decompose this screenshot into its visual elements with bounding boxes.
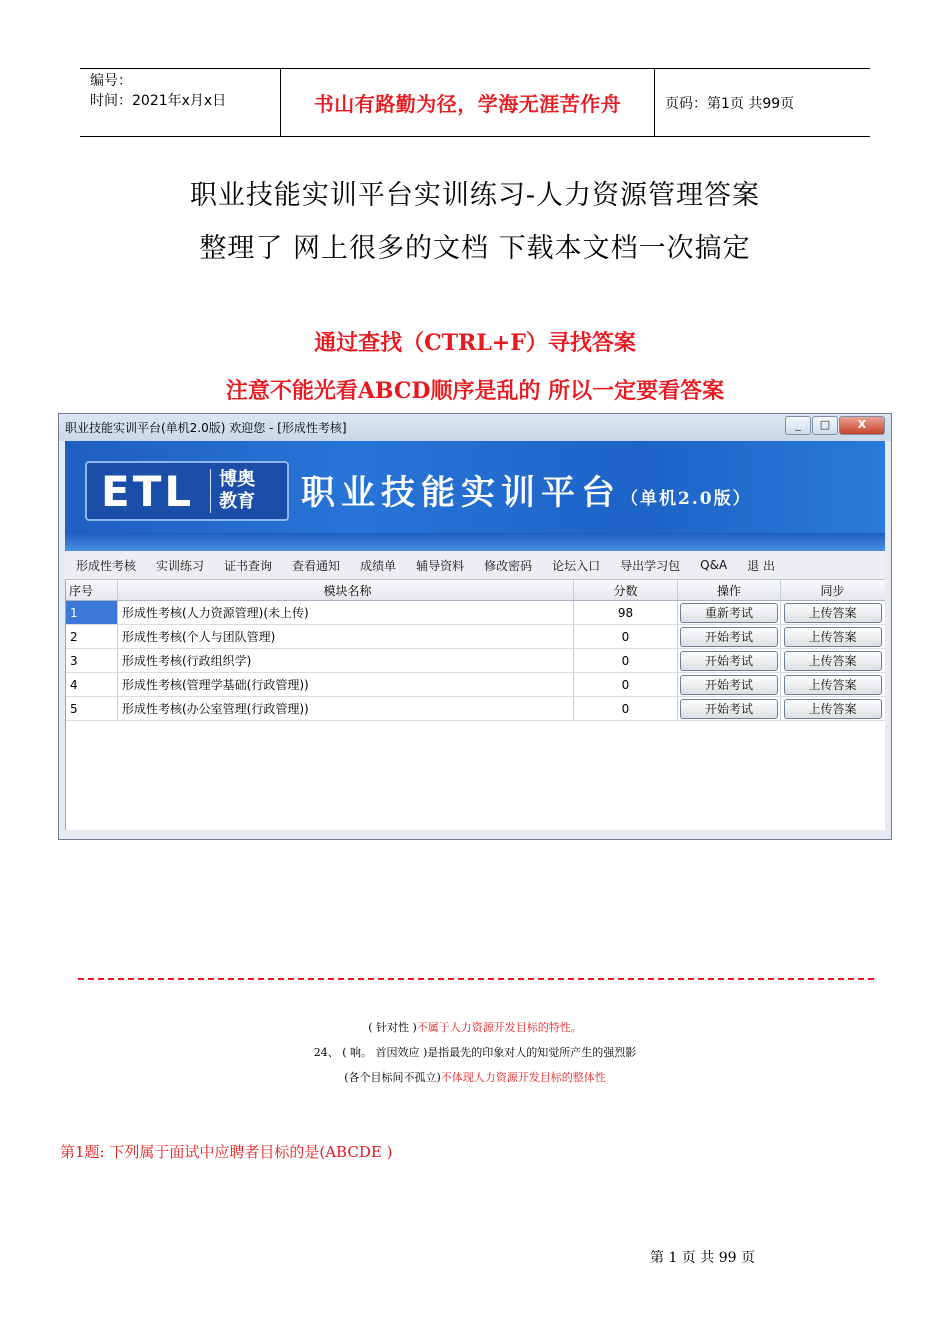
- logo-sub-line1: 博奥: [219, 469, 256, 490]
- time-label: 时间：2021年x月x日: [90, 93, 227, 109]
- menu-formative-assessment[interactable]: 形成性考核: [76, 558, 137, 573]
- snippet-1-answer: ( 针对性 ): [368, 1021, 417, 1034]
- table-row[interactable]: [66, 697, 885, 721]
- menu-certificate-query[interactable]: 证书查询: [224, 558, 273, 573]
- row-seq: 2: [66, 625, 118, 648]
- header-sync: 同步: [820, 583, 845, 598]
- menu-tutoring-materials[interactable]: 辅导资料: [416, 558, 465, 573]
- header-seq: 序号: [66, 580, 118, 600]
- header-page-info: 页码：第1页 共99页: [665, 95, 795, 112]
- header-name: 模块名称: [118, 580, 574, 600]
- question-1: 第1题: 下列属于面试中应聘者目标的是(ABCDE ): [60, 1143, 393, 1161]
- row-seq: 5: [66, 697, 118, 720]
- page-footer: 第 1 页 共 99 页: [650, 1250, 755, 1266]
- table-row[interactable]: [66, 673, 885, 697]
- menu-view-notices[interactable]: 查看通知: [292, 558, 341, 573]
- upload-answers-button[interactable]: 上传答案: [784, 651, 882, 671]
- window-title: 职业技能实训平台(单机2.0版) 欢迎您 - [形成性考核]: [65, 421, 347, 435]
- row-score: 0: [574, 673, 678, 696]
- row-name: 形成性考核(个人与团队管理): [118, 625, 574, 648]
- table-row[interactable]: [66, 649, 885, 673]
- snippet-line-3: [0, 1069, 950, 1085]
- upload-answers-button[interactable]: 上传答案: [784, 675, 882, 695]
- row-name: 形成性考核(办公室管理(行政管理)): [118, 697, 574, 720]
- banner-title-text: 职业技能实训平台: [301, 473, 621, 513]
- document-header: [80, 68, 870, 137]
- menu-transcript[interactable]: 成绩单: [360, 558, 397, 573]
- app-window: [58, 413, 892, 840]
- retake-exam-button[interactable]: 重新考试: [680, 603, 778, 623]
- row-score: 0: [574, 649, 678, 672]
- logo-sub-line2: 教育: [219, 491, 256, 512]
- row-seq: 4: [66, 673, 118, 696]
- start-exam-button[interactable]: 开始考试: [680, 651, 778, 671]
- upload-answers-button[interactable]: 上传答案: [784, 627, 882, 647]
- dashed-divider: [78, 978, 874, 982]
- window-titlebar: [59, 414, 891, 441]
- header-op: 操作: [678, 580, 781, 600]
- search-hint: 通过查找（CTRL+F）寻找答案: [314, 330, 636, 356]
- snippet-1-question: 不属于人力资源开发目标的特性。: [416, 1021, 582, 1034]
- header-meta: [80, 69, 280, 136]
- row-score: 0: [574, 625, 678, 648]
- doc-title-line2: 整理了 网上很多的文档 下载本文档一次搞定: [199, 233, 751, 264]
- menu-export-package[interactable]: 导出学习包: [620, 558, 681, 573]
- start-exam-button[interactable]: 开始考试: [680, 627, 778, 647]
- logo-subtitle: [210, 469, 255, 513]
- upload-answers-button[interactable]: 上传答案: [784, 699, 882, 719]
- header-motto: 书山有路勤为径，学海无涯苦作舟: [280, 69, 655, 136]
- snippet-3-question: 不体现人力资源开发目标的整体性: [440, 1071, 606, 1084]
- window-controls: [785, 416, 885, 435]
- module-grid: [65, 580, 885, 830]
- table-row[interactable]: [66, 601, 885, 625]
- menu-forum[interactable]: 论坛入口: [552, 558, 601, 573]
- menu-exit[interactable]: 退 出: [747, 558, 775, 573]
- header-score: 分数: [574, 580, 678, 600]
- banner-title: [301, 465, 752, 514]
- row-seq: 1: [66, 601, 118, 624]
- app-menubar: [65, 551, 885, 580]
- close-button[interactable]: X: [839, 416, 885, 435]
- number-label: 编号：: [90, 73, 132, 89]
- doc-title-line1: 职业技能实训平台实训练习-人力资源管理答案: [189, 180, 761, 211]
- order-warning: 注意不能光看ABCD顺序是乱的 所以一定要看答案: [225, 378, 725, 404]
- logo-text: ETL: [101, 466, 195, 516]
- start-exam-button[interactable]: 开始考试: [680, 675, 778, 695]
- menu-change-password[interactable]: 修改密码: [484, 558, 533, 573]
- row-score: 98: [574, 601, 678, 624]
- banner-edition: （单机2.0版）: [621, 489, 752, 509]
- row-name: 形成性考核(行政组织学): [118, 649, 574, 672]
- menu-qa[interactable]: Q&A: [700, 558, 728, 572]
- row-name: 形成性考核(管理学基础(行政管理)): [118, 673, 574, 696]
- snippet-3-answer: (各个目标间不孤立): [344, 1071, 441, 1084]
- minimize-button[interactable]: _: [785, 416, 811, 435]
- upload-answers-button[interactable]: 上传答案: [784, 603, 882, 623]
- grid-header: [66, 580, 885, 601]
- row-score: 0: [574, 697, 678, 720]
- snippet-line-2: 24、 ( 响。 首因效应 )是指最先的印象对人的知觉所产生的强烈影: [313, 1046, 637, 1059]
- row-seq: 3: [66, 649, 118, 672]
- snippet-line-1: [0, 1019, 950, 1035]
- start-exam-button[interactable]: 开始考试: [680, 699, 778, 719]
- app-banner: [65, 441, 885, 551]
- etl-logo: [85, 461, 289, 521]
- table-row[interactable]: [66, 625, 885, 649]
- row-name: 形成性考核(人力资源管理)(未上传): [118, 601, 574, 624]
- menu-training-practice[interactable]: 实训练习: [156, 558, 205, 573]
- maximize-button[interactable]: □: [812, 416, 838, 435]
